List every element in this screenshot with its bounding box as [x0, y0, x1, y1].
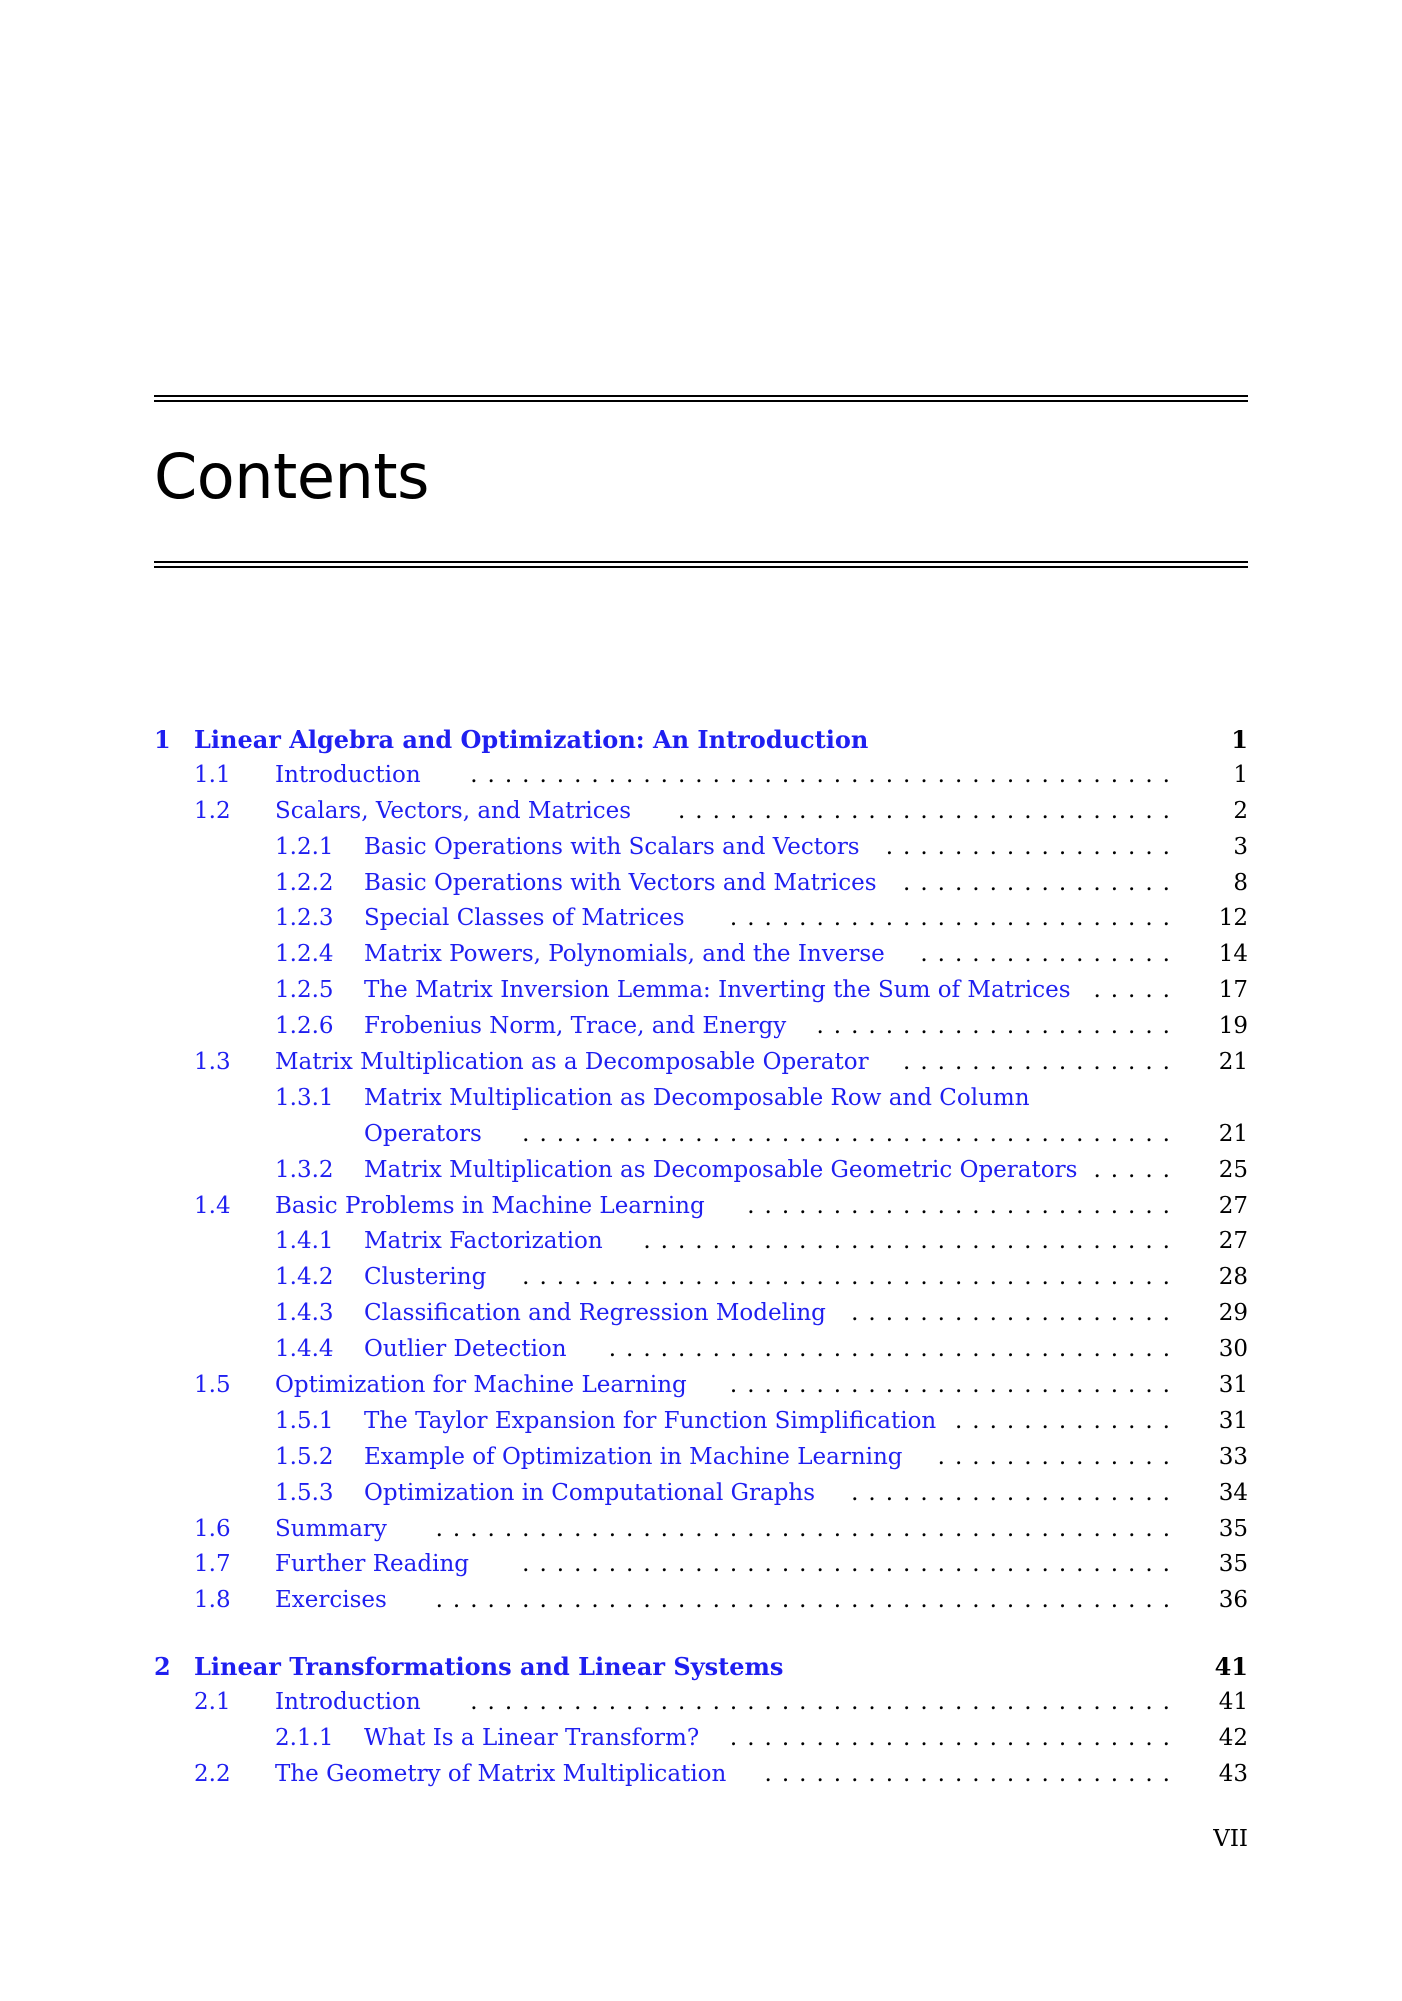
toc-dot-leader: ......................................	[522, 1120, 1180, 1147]
toc-entry-title[interactable]: Linear Transformations and Linear Systems	[194, 1652, 784, 1682]
top-double-rule	[154, 395, 1248, 402]
toc-subsection-entry[interactable]	[154, 901, 1248, 937]
toc-entry-title[interactable]: Classification and Regression Modeling	[364, 1300, 826, 1327]
toc-entry-page: 42	[1218, 1725, 1248, 1752]
toc-entry-title[interactable]: Basic Operations with Vectors and Matrices	[364, 869, 877, 896]
toc-entry-title[interactable]: Operators	[364, 1120, 482, 1147]
toc-entry-number[interactable]: 1.2.1	[275, 833, 334, 860]
toc-subsection-entry[interactable]	[154, 1009, 1248, 1045]
toc-entry-page: 28	[1218, 1264, 1248, 1291]
toc-entry-page: 31	[1218, 1407, 1248, 1434]
toc-subsection-entry[interactable]	[154, 830, 1248, 866]
toc-section-entry[interactable]	[154, 794, 1248, 830]
toc-entry-number[interactable]: 1.8	[194, 1587, 231, 1614]
toc-section-entry[interactable]	[154, 1757, 1248, 1793]
toc-entry-number[interactable]: 1.2.6	[275, 1013, 334, 1040]
toc-dot-leader: .........................................	[470, 1689, 1180, 1716]
toc-entry-number[interactable]: 2.1.1	[275, 1725, 334, 1752]
toc-entry-title[interactable]: The Taylor Expansion for Function Simplification	[364, 1407, 937, 1434]
toc-entry-number[interactable]: 1.4	[194, 1192, 231, 1219]
toc-entry-number[interactable]: 1.5	[194, 1372, 231, 1399]
toc-entry-page: 29	[1218, 1300, 1248, 1327]
toc-entry-page: 41	[1214, 1652, 1248, 1682]
toc-dot-leader: .....	[1093, 977, 1180, 1004]
toc-entry-title[interactable]: Exercises	[275, 1587, 387, 1614]
toc-entry-number[interactable]: 1.3.1	[275, 1084, 334, 1111]
toc-dot-leader: .........................	[747, 1192, 1180, 1219]
toc-entry-number[interactable]: 1.1	[194, 761, 231, 788]
toc-dot-leader: .............	[954, 1407, 1180, 1434]
toc-entry-title[interactable]: Frobenius Norm, Trace, and Energy	[364, 1013, 787, 1040]
toc-dot-leader: .................................	[608, 1336, 1180, 1363]
toc-section-entry[interactable]	[154, 1583, 1248, 1619]
toc-subsection-entry[interactable]	[154, 973, 1248, 1009]
toc-entry-number[interactable]: 1.2.5	[275, 977, 334, 1004]
table-of-contents	[154, 722, 1248, 1793]
toc-entry-title[interactable]: Matrix Multiplication as Decomposable Row and Column	[364, 1084, 1030, 1111]
toc-dot-leader: ...........................................	[435, 1587, 1180, 1614]
toc-entry-page: 27	[1218, 1192, 1248, 1219]
toc-subsection-entry[interactable]	[154, 1721, 1248, 1757]
toc-entry-page: 31	[1218, 1372, 1248, 1399]
toc-dot-leader: ..............	[937, 1443, 1180, 1470]
page-title: Contents	[154, 440, 429, 513]
toc-entry-page: 21	[1218, 1049, 1248, 1076]
toc-entry-number[interactable]: 2.2	[194, 1760, 231, 1787]
toc-subsection-entry[interactable]	[154, 1224, 1248, 1260]
toc-entry-number[interactable]: 1	[154, 725, 171, 754]
toc-entry-number[interactable]: 1.2.2	[275, 869, 334, 896]
toc-entry-title[interactable]: Matrix Powers, Polynomials, and the Inverse	[364, 941, 885, 968]
toc-entry-page: 43	[1218, 1760, 1248, 1787]
toc-entry-title[interactable]: The Geometry of Matrix Multiplication	[275, 1760, 727, 1787]
toc-subsection-entry[interactable]	[154, 866, 1248, 902]
toc-section-entry[interactable]	[154, 1685, 1248, 1721]
page-number: VII	[1213, 1826, 1248, 1852]
toc-entry-title[interactable]: Basic Problems in Machine Learning	[275, 1192, 705, 1219]
toc-subsection-entry[interactable]	[154, 1081, 1248, 1117]
toc-entry-title[interactable]: Outlier Detection	[364, 1336, 567, 1363]
toc-entry-page: 1	[1233, 761, 1248, 788]
toc-dot-leader: .................	[885, 833, 1180, 860]
toc-entry-number[interactable]: 2.1	[194, 1689, 231, 1716]
toc-dot-leader: .........................................	[470, 761, 1180, 788]
toc-dot-leader: ................	[903, 1049, 1180, 1076]
toc-entry-page: 41	[1218, 1689, 1248, 1716]
toc-entry-page: 21	[1218, 1120, 1248, 1147]
toc-entry-title[interactable]: Introduction	[275, 1689, 421, 1716]
toc-section-entry[interactable]	[154, 1512, 1248, 1548]
toc-subsection-entry[interactable]	[154, 1440, 1248, 1476]
toc-section-entry[interactable]	[154, 1547, 1248, 1583]
toc-subsection-entry[interactable]	[154, 1404, 1248, 1440]
toc-entry-number[interactable]: 1.2.4	[275, 941, 334, 968]
toc-entry-page: 19	[1218, 1013, 1248, 1040]
toc-entry-page: 17	[1218, 977, 1248, 1004]
toc-dot-leader: ...................	[851, 1479, 1180, 1506]
bottom-double-rule	[154, 561, 1248, 568]
toc-entry-title[interactable]: Optimization for Machine Learning	[275, 1372, 687, 1399]
toc-chapter-entry[interactable]	[154, 1649, 1248, 1685]
toc-entry-title[interactable]: The Matrix Inversion Lemma: Inverting the Sum of Matrices	[364, 977, 1071, 1004]
toc-entry-page: 33	[1218, 1443, 1248, 1470]
toc-dot-leader: ...............	[920, 941, 1180, 968]
toc-entry-title[interactable]: Further Reading	[275, 1551, 469, 1578]
toc-entry-page: 35	[1218, 1551, 1248, 1578]
toc-entry-page: 25	[1218, 1156, 1248, 1183]
toc-dot-leader: ..........................	[729, 1372, 1180, 1399]
toc-entry-number[interactable]: 1.4.2	[275, 1264, 334, 1291]
toc-entry-page: 12	[1218, 905, 1248, 932]
toc-entry-title[interactable]: Clustering	[364, 1264, 487, 1291]
toc-dot-leader: ...........................................	[435, 1515, 1180, 1542]
toc-entry-number[interactable]: 1.3	[194, 1049, 231, 1076]
toc-entry-title[interactable]: Optimization in Computational Graphs	[364, 1479, 816, 1506]
toc-chapter-entry[interactable]	[154, 722, 1248, 758]
toc-entry-title[interactable]: Matrix Multiplication as Decomposable Geometric Operators	[364, 1156, 1078, 1183]
toc-subsection-entry[interactable]	[154, 1332, 1248, 1368]
toc-entry-number[interactable]: 1.2	[194, 797, 231, 824]
toc-dot-leader: ......................................	[522, 1551, 1180, 1578]
toc-entry-page: 36	[1218, 1587, 1248, 1614]
toc-entry-page: 35	[1218, 1515, 1248, 1542]
toc-entry-page: 30	[1218, 1336, 1248, 1363]
toc-subsection-entry[interactable]	[154, 1153, 1248, 1189]
toc-entry-title[interactable]: Matrix Multiplication as a Decomposable Operator	[275, 1049, 869, 1076]
toc-entry-number[interactable]: 1.2.3	[275, 905, 334, 932]
toc-dot-leader: ........................	[764, 1760, 1180, 1787]
toc-entry-number[interactable]: 1.7	[194, 1551, 231, 1578]
toc-dot-leader: ...................	[851, 1300, 1180, 1327]
toc-entry-title[interactable]: Example of Optimization in Machine Learning	[364, 1443, 903, 1470]
toc-dot-leader: .....	[1093, 1156, 1180, 1183]
toc-entry-title[interactable]: What Is a Linear Transform?	[364, 1725, 700, 1752]
toc-entry-page: 27	[1218, 1228, 1248, 1255]
toc-entry-title[interactable]: Matrix Factorization	[364, 1228, 603, 1255]
toc-entry-page: 2	[1233, 797, 1248, 824]
toc-subsection-entry[interactable]	[154, 1117, 1248, 1153]
toc-dot-leader: ................	[903, 869, 1180, 896]
toc-entry-number[interactable]: 1.4.4	[275, 1336, 334, 1363]
toc-entry-number[interactable]: 1.4.3	[275, 1300, 334, 1327]
toc-entry-page: 34	[1218, 1479, 1248, 1506]
toc-dot-leader: .....................	[816, 1013, 1180, 1040]
toc-entry-page: 8	[1233, 869, 1248, 896]
toc-entry-title[interactable]: Scalars, Vectors, and Matrices	[275, 797, 632, 824]
toc-section-entry[interactable]	[154, 1189, 1248, 1225]
toc-subsection-entry[interactable]	[154, 1296, 1248, 1332]
toc-entry-number[interactable]: 1.5.1	[275, 1407, 334, 1434]
toc-section-entry[interactable]	[154, 758, 1248, 794]
toc-subsection-entry[interactable]	[154, 1260, 1248, 1296]
toc-dot-leader: .............................	[677, 797, 1180, 824]
toc-section-entry[interactable]	[154, 1045, 1248, 1081]
toc-subsection-entry[interactable]	[154, 937, 1248, 973]
toc-dot-leader: ..........................	[729, 905, 1180, 932]
toc-section-entry[interactable]	[154, 1368, 1248, 1404]
toc-entry-number[interactable]: 1.3.2	[275, 1156, 334, 1183]
toc-entry-title[interactable]: Linear Algebra and Optimization: An Introduction	[194, 725, 869, 754]
toc-dot-leader: ......................................	[522, 1264, 1180, 1291]
toc-entry-title[interactable]: Summary	[275, 1515, 387, 1542]
toc-entry-number[interactable]: 1.4.1	[275, 1228, 334, 1255]
toc-dot-leader: ..........................	[729, 1725, 1180, 1752]
toc-entry-number[interactable]: 2	[154, 1652, 171, 1682]
toc-entry-title[interactable]: Introduction	[275, 761, 421, 788]
toc-entry-title[interactable]: Basic Operations with Scalars and Vectors	[364, 833, 860, 860]
toc-entry-title[interactable]: Special Classes of Matrices	[364, 905, 685, 932]
toc-entry-page: 3	[1233, 833, 1248, 860]
toc-entry-number[interactable]: 1.5.2	[275, 1443, 334, 1470]
toc-subsection-entry[interactable]	[154, 1476, 1248, 1512]
toc-entry-page: 1	[1231, 725, 1248, 754]
toc-entry-page: 14	[1218, 941, 1248, 968]
toc-dot-leader: ...............................	[643, 1228, 1180, 1255]
toc-entry-number[interactable]: 1.5.3	[275, 1479, 334, 1506]
toc-entry-number[interactable]: 1.6	[194, 1515, 231, 1542]
